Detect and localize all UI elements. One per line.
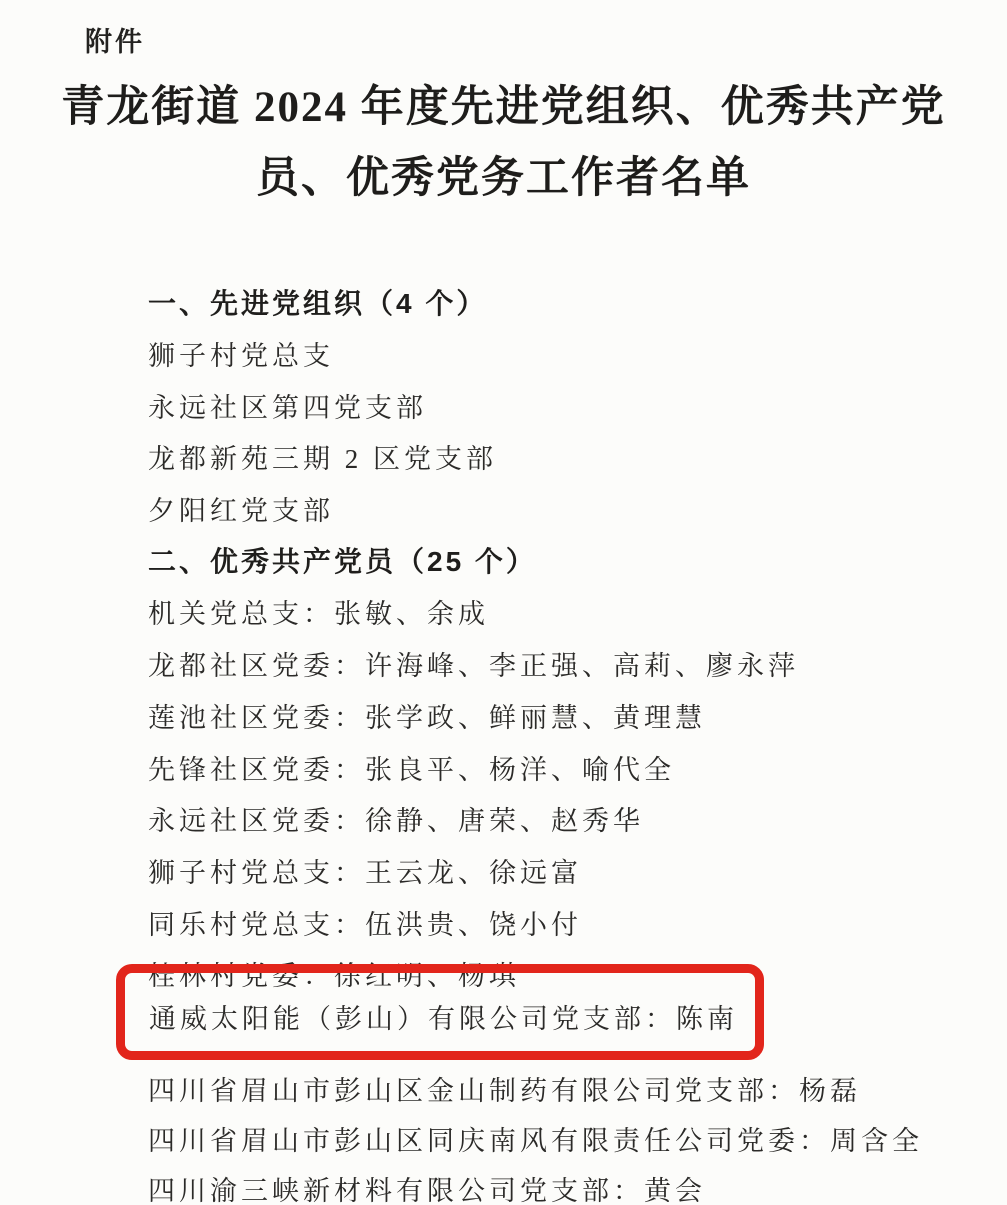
list-item: 夕阳红党支部 <box>148 496 334 527</box>
highlight-box <box>116 964 764 1060</box>
list-item: 四川渝三峡新材料有限公司党支部：黄会 <box>148 1176 706 1205</box>
highlighted-list-item: 通威太阳能（彭山）有限公司党支部：陈南 <box>149 1003 738 1034</box>
list-item: 狮子村党总支：王云龙、徐远富 <box>148 857 582 888</box>
list-item: 永远社区第四党支部 <box>148 392 427 423</box>
list-item: 四川省眉山市彭山区同庆南风有限责任公司党委：周含全 <box>148 1126 923 1157</box>
list-item: 莲池社区党委：张学政、鲜丽慧、黄理慧 <box>148 702 706 733</box>
document-title-line-2: 员、优秀党务工作者名单 <box>256 155 751 202</box>
list-item: 狮子村党总支 <box>148 341 334 372</box>
list-item: 龙都新苑三期 2 区党支部 <box>148 444 497 475</box>
list-item: 桂林村党委：徐红明、杨琪 <box>148 961 520 992</box>
attachment-label: 附件 <box>85 27 145 57</box>
list-item: 先锋社区党委：张良平、杨洋、喻代全 <box>148 754 675 785</box>
list-after-highlight <box>148 1064 960 1205</box>
list-item: 龙都社区党委：许海峰、李正强、高莉、廖永萍 <box>148 651 799 682</box>
document-title-line-1: 青龙街道 2024 年度先进党组织、优秀共产党 <box>61 84 946 131</box>
document-body <box>148 276 960 1205</box>
section-2-heading: 二、优秀共产党员（25 个） <box>148 546 537 578</box>
list-item: 机关党总支：张敏、余成 <box>148 599 489 630</box>
document-title <box>40 72 967 214</box>
list-item: 四川省眉山市彭山区金山制药有限公司党支部：杨磊 <box>148 1076 861 1107</box>
list-item: 永远社区党委：徐静、唐荣、赵秀华 <box>148 806 644 837</box>
list-item: 同乐村党总支：伍洪贵、饶小付 <box>148 909 582 940</box>
section-1-heading: 一、先进党组织（4 个） <box>148 287 488 319</box>
